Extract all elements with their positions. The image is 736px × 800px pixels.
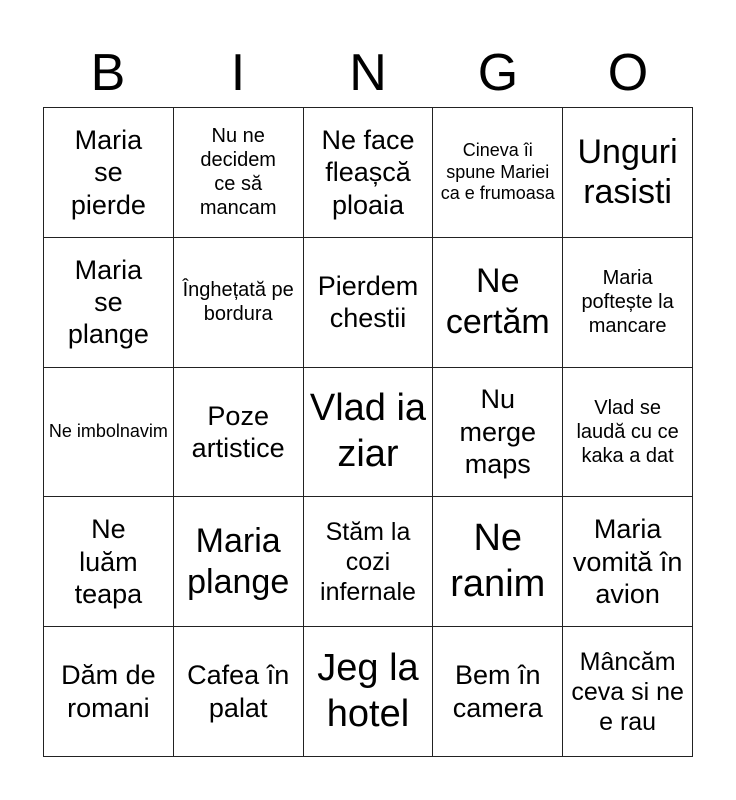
bingo-cell[interactable] <box>304 368 434 498</box>
cell-text: Vlad ia ziar <box>309 387 427 475</box>
cell-text: Poze artistice <box>191 400 285 463</box>
bingo-cell[interactable] <box>433 368 563 498</box>
bingo-cell[interactable] <box>433 627 563 757</box>
cell-text: Cafea în palat <box>187 660 290 723</box>
header-letter-b: B <box>90 44 126 102</box>
cell-text: Nu ne decidem ce să mancam <box>199 125 277 220</box>
bingo-cell[interactable] <box>174 497 304 627</box>
bingo-cell[interactable] <box>304 108 434 238</box>
cell-text: Ne ranim <box>450 517 546 605</box>
cell-text: Unguri rasisti <box>577 132 678 212</box>
cell-text: Bem în camera <box>452 660 543 723</box>
header-letter-o: O <box>607 44 649 102</box>
bingo-cell[interactable] <box>304 497 434 627</box>
bingo-cell[interactable] <box>44 238 174 368</box>
cell-text: Jeg la hotel <box>317 647 419 735</box>
bingo-cell[interactable] <box>174 627 304 757</box>
cell-text: Maria poftește la mancare <box>581 267 674 338</box>
bingo-cell[interactable] <box>563 497 693 627</box>
cell-text: Stăm la cozi infernale <box>320 517 416 606</box>
bingo-cell[interactable] <box>563 368 693 498</box>
cell-text: Maria se pierde <box>70 124 146 220</box>
bingo-cell[interactable] <box>433 238 563 368</box>
bingo-cell[interactable] <box>433 108 563 238</box>
bingo-cell[interactable] <box>44 108 174 238</box>
cell-text: Maria plange <box>187 521 290 601</box>
bingo-cell[interactable] <box>44 627 174 757</box>
bingo-header <box>43 38 693 108</box>
bingo-cell[interactable] <box>44 368 174 498</box>
cell-text: Maria se plange <box>67 254 149 350</box>
cell-text: Înghețată pe bordura <box>182 279 294 326</box>
header-letter-g: G <box>477 44 519 102</box>
bingo-board <box>43 107 693 757</box>
cell-text: Pierdem chestii <box>317 270 419 334</box>
cell-text: Vlad se laudă cu ce kaka a dat <box>576 396 679 467</box>
cell-text: Ne imbolnavim <box>48 421 168 442</box>
bingo-cell[interactable] <box>44 497 174 627</box>
cell-text: Ne face fleașcă ploaia <box>321 124 415 220</box>
bingo-cell[interactable] <box>304 627 434 757</box>
header-letter-n: N <box>349 44 387 102</box>
cell-text: Mâncăm ceva si ne e rau <box>571 647 684 736</box>
bingo-cell[interactable] <box>174 108 304 238</box>
bingo-cell[interactable] <box>174 368 304 498</box>
cell-text: Ne certăm <box>445 262 550 342</box>
bingo-cell[interactable] <box>433 497 563 627</box>
cell-text: Ne luăm teapa <box>74 514 143 609</box>
bingo-cell[interactable] <box>304 238 434 368</box>
bingo-cell[interactable] <box>174 238 304 368</box>
header-letter-i: I <box>230 44 246 102</box>
cell-text: Cineva îi spune Mariei ca e frumoasa <box>440 140 555 204</box>
bingo-cell[interactable] <box>563 627 693 757</box>
cell-text: Maria vomită în avion <box>572 514 683 609</box>
cell-text: Nu merge maps <box>459 384 537 480</box>
bingo-cell[interactable] <box>563 238 693 368</box>
cell-text: Dăm de romani <box>61 660 156 723</box>
bingo-cell[interactable] <box>563 108 693 238</box>
